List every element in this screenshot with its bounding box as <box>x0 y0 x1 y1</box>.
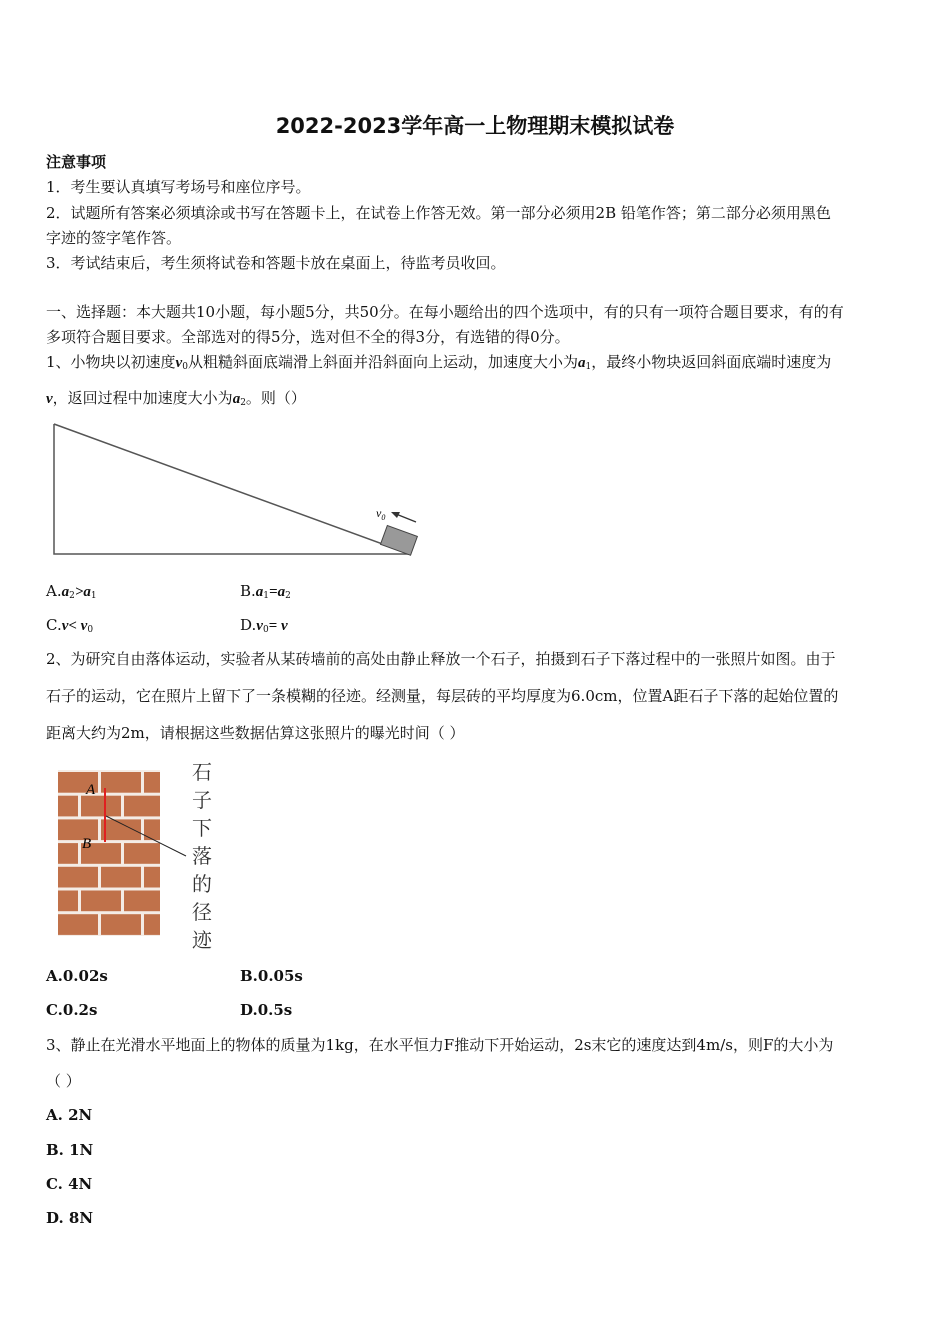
brick <box>101 914 141 935</box>
q2-stem-line3: 距离大约为2m，请根据这些数据估算这张照片的曝光时间（ ） <box>46 724 465 742</box>
page-title: 2022-2023学年高一上物理期末模拟试卷 <box>275 114 675 138</box>
q1-stem-line1: 1、小物块以初速度$v_0$从粗糙斜面底端滑上斜面并沿斜面向上运动，加速度大小为$a_1$，最终小物块返回斜面底端时速度为 <box>46 353 832 372</box>
q3-option-b: B. 1N <box>46 1141 94 1159</box>
notice-item-3: 3．考试结束后，考生须将试卷和答题卡放在桌面上，待监考员收回。 <box>46 254 506 272</box>
trace-caption: 石 子 下 落 的 径 迹 <box>192 760 212 952</box>
sliding-block <box>380 525 417 555</box>
q2-stem-line1: 2、为研究自由落体运动，实验者从某砖墙前的高处由静止释放一个石子，拍摄到石子下落过程中的一张照片如图。由于 <box>46 650 836 668</box>
q2-option-b: B.0.05s <box>240 967 303 985</box>
q3-option-d: D. 8N <box>46 1209 94 1227</box>
notice-item-2-cont: 字迹的签字笔作答。 <box>46 229 182 247</box>
point-a-label: A <box>86 782 96 798</box>
brick <box>58 914 98 935</box>
q3-option-a: A. 2N <box>46 1106 93 1124</box>
velocity-label: $v_0$ <box>376 506 386 522</box>
q2-option-a: A.0.02s <box>46 967 108 985</box>
q1-option-b: $B.a_1=a_2$ <box>240 582 291 601</box>
brick <box>58 796 78 817</box>
point-b-label: B <box>82 836 92 852</box>
brick <box>81 891 121 912</box>
q3-stem-line2: （ ） <box>46 1072 81 1090</box>
brick <box>58 867 98 888</box>
q2-stem-line2: 石子的运动，它在照片上留下了一条模糊的径迹。经测量，每层砖的平均厚度为6.0cm，位置A距石子下落的起始位置的 <box>46 687 839 705</box>
section1-instructions-line2: 多项符合题目要求。全部选对的得5分，选对但不全的得3分，有选错的得0分。 <box>46 328 570 346</box>
notice-item-2: 2．试题所有答案必须填涂或书写在答题卡上，在试卷上作答无效。第一部分必须用2B 铅笔作答；第二部分必须用黑色 <box>46 204 831 222</box>
q2-option-d: D.0.5s <box>240 1001 293 1019</box>
q2-option-c: C.0.2s <box>46 1001 98 1019</box>
section1-instructions-line1: 一、选择题：本大题共10小题，每小题5分，共50分。在每小题给出的四个选项中，有的只有一项符合题目要求，有的有 <box>46 303 844 321</box>
q1-stem-line2: v，返回过程中加速度大小为$a_2$。则（） <box>46 389 306 408</box>
caption-pointer-line <box>100 800 200 870</box>
brick <box>58 843 78 864</box>
q3-option-c: C. 4N <box>46 1175 93 1193</box>
q1-option-a: $A.a_2>a_1$ <box>46 582 97 601</box>
q3-stem-line1: 3、静止在光滑水平地面上的物体的质量为1kg，在水平恒力F推动下开始运动，2s末它的速度达到4m/s，则F的大小为 <box>46 1036 834 1054</box>
q1-option-c: $C.v< v_0$ <box>46 616 94 635</box>
brick <box>58 891 78 912</box>
brick <box>101 772 141 793</box>
brick <box>58 819 98 840</box>
brick <box>144 914 160 935</box>
notice-heading: 注意事项 <box>46 153 107 171</box>
q1-option-d: $D.v_0= v$ <box>240 616 288 635</box>
incline-diagram <box>50 420 420 560</box>
notice-item-1: 1．考生要认真填写考场号和座位序号。 <box>46 178 311 196</box>
brick <box>124 891 160 912</box>
velocity-arrow <box>396 514 416 522</box>
brick <box>144 772 160 793</box>
